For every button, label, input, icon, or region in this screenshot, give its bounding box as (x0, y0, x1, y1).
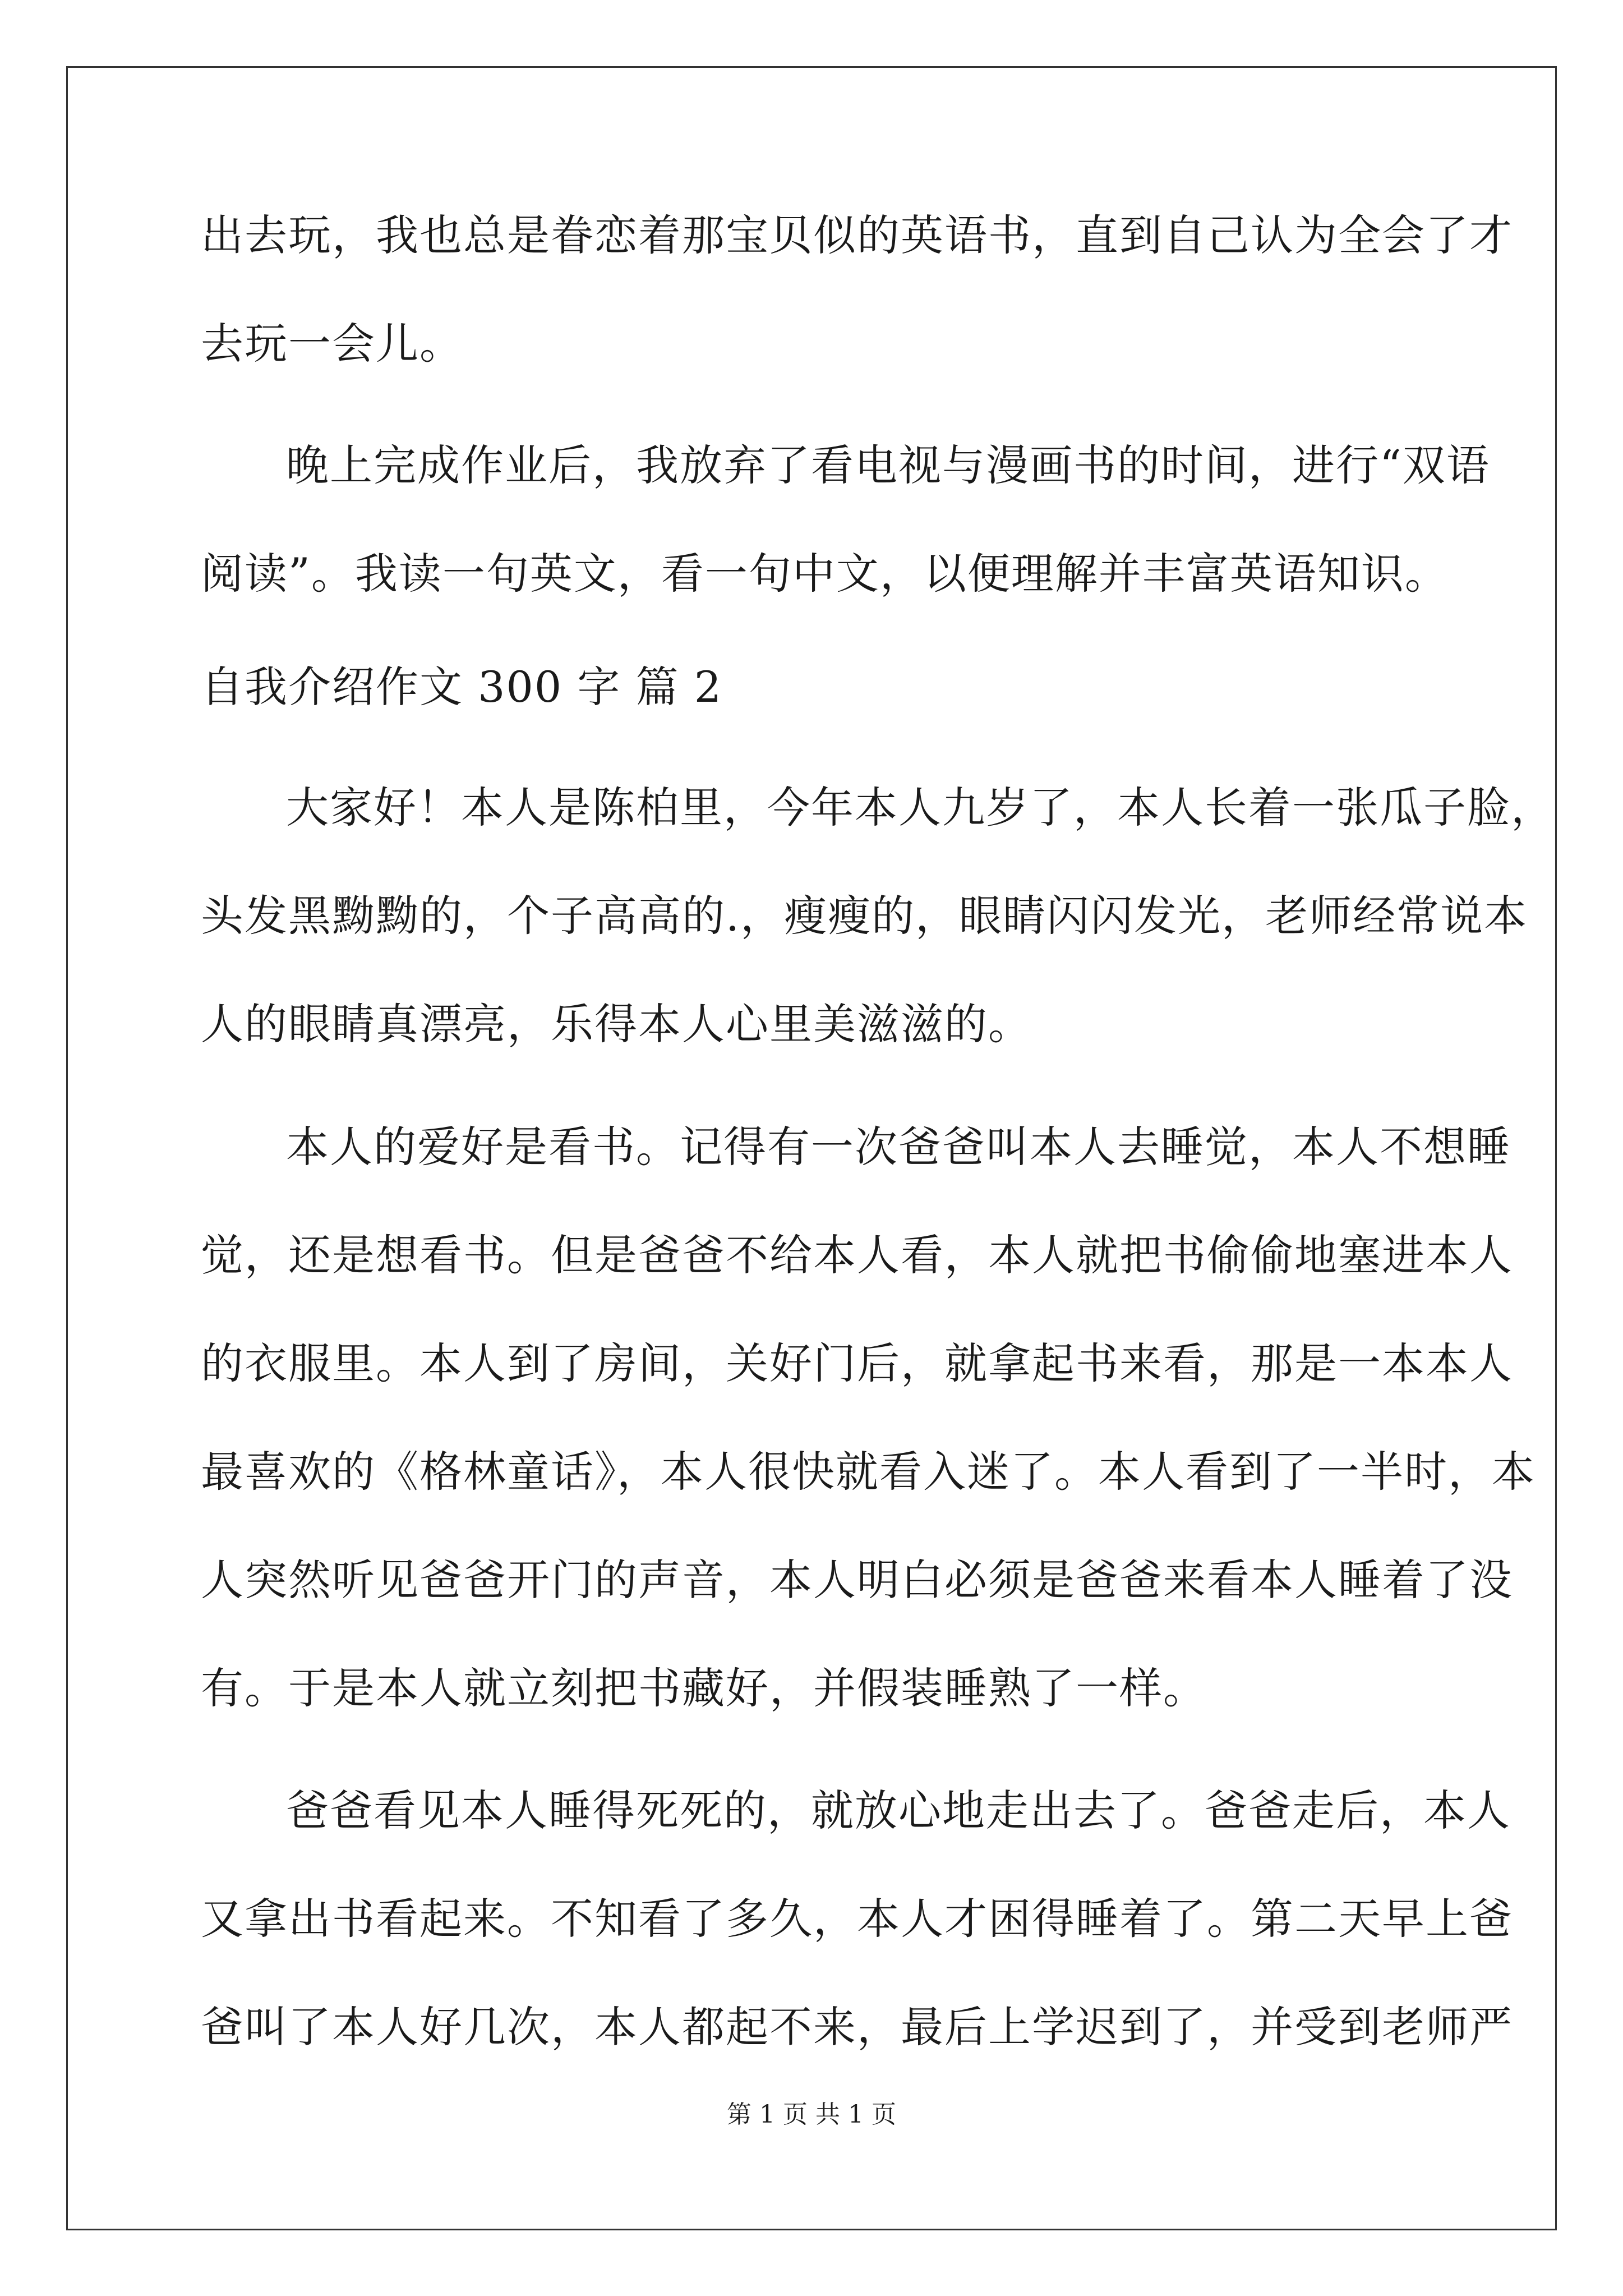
text-line: 爸爸看见本人睡得死死的，就放心地走出去了。爸爸走后，本人 (286, 1786, 1511, 1835)
text-line: 出去玩，我也总是眷恋着那宝贝似的英语书，直到自己认为全会了才 (201, 210, 1513, 260)
text-line: 又拿出书看起来。不知看了多久，本人才困得睡着了。第二天早上爸 (201, 1894, 1513, 1944)
page-number-footer: 第 1 页 共 1 页 (727, 2100, 896, 2129)
text-line: 的衣服里。本人到了房间，关好门后，就拿起书来看，那是一本本人 (201, 1338, 1513, 1388)
text-line: 大家好！本人是陈柏里，今年本人九岁了，本人长着一张瓜子脸， (286, 783, 1555, 832)
text-line: 最喜欢的《格林童话》，本人很快就看入迷了。本人看到了一半时，本 (201, 1447, 1536, 1497)
text-line: 去玩一会儿。 (201, 319, 463, 369)
text-line: 觉，还是想看书。但是爸爸不给本人看，本人就把书偷偷地塞进本人 (201, 1230, 1513, 1280)
text-line: 晚上完成作业后，我放弃了看电视与漫画书的时间，进行“双语 (286, 440, 1490, 490)
section-heading: 自我介绍作文 300 字 篇 2 (201, 662, 723, 712)
text-line: 有。于是本人就立刻把书藏好，并假装睡熟了一样。 (201, 1663, 1207, 1713)
text-line: 本人的爱好是看书。记得有一次爸爸叫本人去睡觉，本人不想睡 (286, 1122, 1511, 1172)
text-line: 爸叫了本人好几次，本人都起不来，最后上学迟到了，并受到老师严 (201, 2002, 1513, 2052)
text-line: 阅读”。我读一句英文，看一句中文，以便理解并丰富英语知识。 (201, 549, 1449, 599)
text-line: 人突然听见爸爸开门的声音，本人明白必须是爸爸来看本人睡着了没 (201, 1555, 1513, 1605)
text-line: 头发黑黝黝的，个子高高的.，瘦瘦的，眼睛闪闪发光，老师经常说本 (201, 891, 1528, 941)
text-line: 人的眼睛真漂亮，乐得本人心里美滋滋的。 (201, 999, 1032, 1049)
